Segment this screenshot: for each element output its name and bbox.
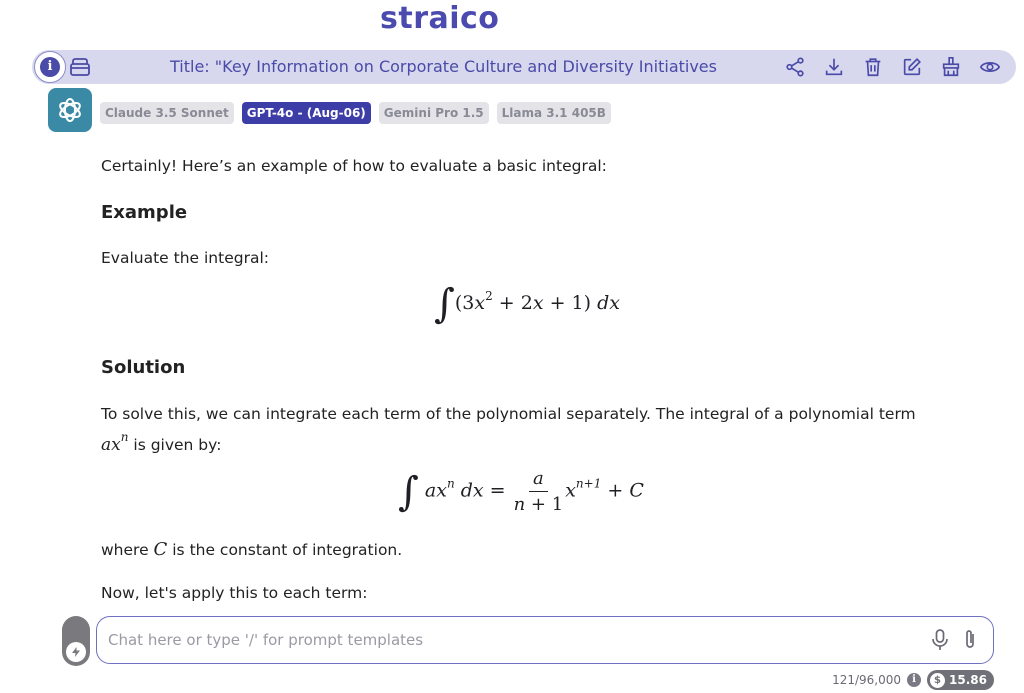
info-icon: i	[40, 57, 60, 77]
heading-solution: Solution	[101, 357, 186, 378]
token-counter: 121/96,000	[832, 673, 902, 687]
solve-text-suffix: is given by:	[128, 436, 222, 454]
eye-icon[interactable]	[978, 55, 1002, 79]
conversation-title-bar	[32, 50, 1016, 84]
power-rule-equation: ∫ $ax^n$ dx = $\frac{a}{n + 1}$ $x^{n+1} + C$	[398, 468, 644, 515]
where-prefix: where	[101, 541, 154, 559]
apply-text: Now, let's apply this to each term:	[101, 584, 368, 602]
model-tab-gpt4o[interactable]: GPT-4o - (Aug-06)	[242, 102, 371, 124]
where-text: where C is the constant of integration.	[101, 539, 403, 560]
openai-logo-icon	[54, 94, 86, 126]
coin-icon: $	[930, 673, 945, 688]
composer-bar	[62, 614, 998, 666]
token-info-icon[interactable]: i	[907, 673, 921, 687]
mode-toggle[interactable]	[62, 616, 90, 666]
straico-logo: straico	[380, 1, 500, 36]
info-button[interactable]	[34, 51, 66, 83]
broom-icon[interactable]	[939, 55, 963, 79]
bolt-icon	[66, 642, 86, 662]
download-icon[interactable]	[822, 55, 846, 79]
credits-value: 15.86	[949, 673, 987, 687]
openai-avatar	[48, 88, 92, 132]
microphone-icon[interactable]	[930, 628, 950, 652]
usage-footer	[832, 670, 994, 690]
model-tab-llama[interactable]: Llama 3.1 405B	[497, 102, 611, 124]
credits-badge	[927, 670, 994, 690]
edit-icon[interactable]	[900, 55, 924, 79]
attach-icon[interactable]	[960, 628, 980, 652]
integral-equation: $\int(3x^2 + 2x + 1)$ dx	[434, 281, 620, 327]
trash-icon[interactable]	[861, 55, 885, 79]
folder-icon[interactable]	[68, 55, 92, 79]
conversation-title[interactable]: Title: "Key Information on Corporate Culture and Diversity Initiatives	[170, 57, 717, 76]
where-suffix: is the constant of integration.	[167, 541, 403, 559]
share-icon[interactable]	[783, 55, 807, 79]
solve-text-line1: To solve this, we can integrate each term of the polynomial separately. The integral of a polynomial term	[101, 405, 916, 423]
solve-text-line2: $ax^n$ is given by:	[101, 430, 222, 455]
evaluate-label: Evaluate the integral:	[101, 249, 269, 267]
heading-example: Example	[101, 202, 188, 223]
model-tab-claude[interactable]: Claude 3.5 Sonnet	[100, 102, 234, 124]
chat-input[interactable]	[96, 616, 994, 664]
model-tab-gemini[interactable]: Gemini Pro 1.5	[379, 102, 489, 124]
message-intro: Certainly! Here’s an example of how to evaluate a basic integral:	[101, 157, 607, 175]
model-tabs	[100, 102, 611, 124]
